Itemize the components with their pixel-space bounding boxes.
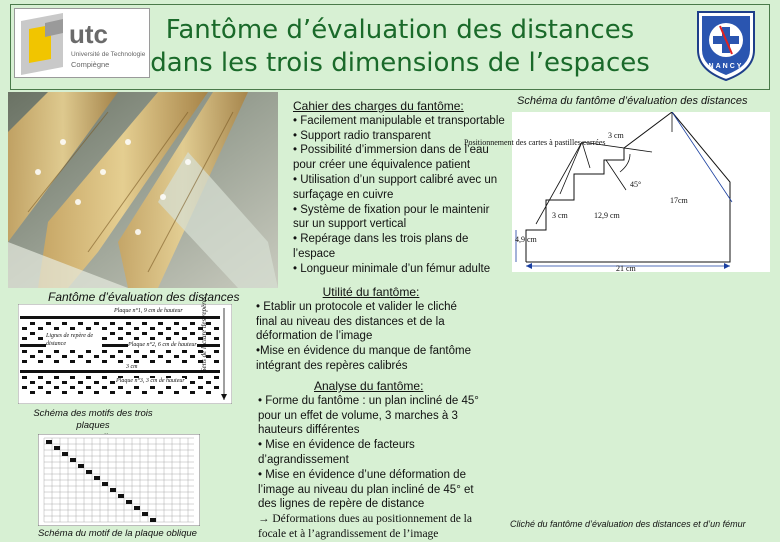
plaque2-label: Plaque n°2, 6 cm de hauteur bbox=[128, 342, 197, 348]
motif-cell bbox=[22, 360, 27, 363]
diagonal-cell bbox=[102, 482, 108, 486]
cahier-item: • Possibilité d’immersion dans de l’eau bbox=[293, 144, 489, 157]
motif-cell bbox=[46, 381, 51, 384]
diagonal-cell bbox=[86, 470, 92, 474]
motif-cell bbox=[62, 381, 67, 384]
motif-cell bbox=[190, 332, 195, 335]
motif-cell bbox=[86, 350, 91, 353]
motif-cell bbox=[190, 391, 195, 394]
motif-cell bbox=[30, 381, 35, 384]
motif-cell bbox=[142, 332, 147, 335]
motif-cell bbox=[126, 391, 131, 394]
motif-cell bbox=[110, 322, 115, 325]
motif-cell bbox=[214, 386, 219, 389]
motif-cell bbox=[70, 376, 75, 379]
analyse-line: • Forme du fantôme : un plan incliné de 45° bbox=[258, 394, 479, 407]
motif-cell bbox=[30, 391, 35, 394]
motif-cell bbox=[166, 360, 171, 363]
motif-cell bbox=[94, 322, 99, 325]
femur-photo bbox=[512, 292, 770, 504]
motif-cell bbox=[190, 381, 195, 384]
motif-cell bbox=[150, 350, 155, 353]
motif-cell bbox=[94, 355, 99, 358]
motif-cell bbox=[110, 332, 115, 335]
motif-cell bbox=[70, 327, 75, 330]
motif-cell bbox=[70, 360, 75, 363]
motif-cell bbox=[118, 360, 123, 363]
dim-3: 3 cm bbox=[552, 211, 568, 220]
motif-cell bbox=[166, 386, 171, 389]
caption-motifs-line-1: Schéma des motifs des trois plaques bbox=[33, 408, 153, 431]
cahier-item: pour créer une équivalence patient bbox=[293, 159, 471, 172]
motif-cell bbox=[102, 350, 107, 353]
motif-cell bbox=[46, 322, 51, 325]
analyse-line: pour un effet de volume, 3 marches à 3 bbox=[258, 409, 458, 422]
motif-cell bbox=[174, 391, 179, 394]
motif-cell bbox=[110, 391, 115, 394]
motif-cell bbox=[182, 350, 187, 353]
motif-cell bbox=[158, 332, 163, 335]
motif-cell bbox=[102, 360, 107, 363]
motif-cell bbox=[22, 350, 27, 353]
motif-cell bbox=[214, 350, 219, 353]
motif-cell bbox=[182, 337, 187, 340]
analyse-title: Analyse du fantôme: bbox=[314, 379, 424, 393]
plaque3-label: Plaque n°3, 3 cm de hauteur bbox=[116, 378, 185, 384]
motif-cell bbox=[62, 322, 67, 325]
motif-cell bbox=[86, 327, 91, 330]
analyse-section bbox=[258, 379, 490, 542]
analyse-arrow-line-1: → Déformations dues au positionnement de la bbox=[258, 513, 472, 526]
motif-cell bbox=[158, 355, 163, 358]
motif-cell bbox=[38, 337, 43, 340]
phantom-photo-graphic bbox=[8, 92, 278, 288]
cahier-item: • Repérage dans les trois plans de bbox=[293, 233, 469, 246]
motif-cell bbox=[166, 327, 171, 330]
motif-cell bbox=[78, 322, 83, 325]
diagonal-cell bbox=[54, 446, 60, 450]
motif-cell bbox=[86, 360, 91, 363]
utc-logo-text: utc bbox=[69, 19, 108, 49]
analyse-line: hauteurs différentes bbox=[258, 424, 360, 437]
motif-cell bbox=[198, 386, 203, 389]
motif-cell bbox=[182, 327, 187, 330]
motif-cell bbox=[134, 337, 139, 340]
motif-cell bbox=[54, 386, 59, 389]
motif-cell bbox=[22, 337, 27, 340]
motif-cell bbox=[142, 355, 147, 358]
nancy-logo-graphic bbox=[690, 8, 762, 82]
analyse-line: l’image au niveau du plan incliné de 45° et bbox=[258, 483, 474, 496]
diagonal-cell bbox=[62, 452, 68, 456]
cahier-des-charges bbox=[293, 99, 505, 277]
diagonal-cell bbox=[70, 458, 76, 462]
motif-cell bbox=[118, 337, 123, 340]
diagonal-cell bbox=[78, 464, 84, 468]
diagonal-cell bbox=[150, 518, 156, 522]
utilite-section bbox=[256, 285, 486, 374]
motif-cell bbox=[38, 350, 43, 353]
motif-cell bbox=[94, 381, 99, 384]
dim-top: 3 cm bbox=[608, 131, 624, 140]
motif-cell bbox=[134, 350, 139, 353]
motif-cell bbox=[126, 332, 131, 335]
phantom-schema bbox=[464, 112, 770, 273]
cahier-title: Cahier des charges du fantôme: bbox=[293, 99, 464, 113]
utc-logo-subtitle-1: Université de Technologie bbox=[71, 51, 146, 58]
cahier-item: • Système de fixation pour le maintenir bbox=[293, 203, 490, 216]
motif-cell bbox=[182, 360, 187, 363]
motif-cell bbox=[22, 386, 27, 389]
motif-cell bbox=[174, 322, 179, 325]
motif-cell bbox=[150, 386, 155, 389]
motif-cell bbox=[118, 327, 123, 330]
motif-cell bbox=[214, 360, 219, 363]
cahier-item: • Facilement manipulable et transportable bbox=[293, 114, 505, 127]
caption-oblique: Schéma du motif de la plaque oblique bbox=[38, 528, 197, 539]
motif-cell bbox=[22, 327, 27, 330]
motif-cell bbox=[62, 391, 67, 394]
motif-cell bbox=[182, 386, 187, 389]
motif-cell bbox=[62, 355, 67, 358]
motif-cell bbox=[198, 376, 203, 379]
utilite-line: déformation de l’image bbox=[256, 330, 373, 343]
motif-cell bbox=[190, 322, 195, 325]
motif-cell bbox=[134, 386, 139, 389]
analyse-line: d’agrandissement bbox=[258, 453, 349, 466]
left-schema-title: Fantôme d’évaluation des distances bbox=[48, 290, 240, 304]
dim-17: 17cm bbox=[670, 196, 688, 205]
cahier-item: surfaçage en cuivre bbox=[293, 188, 394, 201]
cahier-item: sur un support vertical bbox=[293, 218, 407, 231]
motif-cell bbox=[142, 322, 147, 325]
motif-cell bbox=[86, 386, 91, 389]
femur-photo-graphic bbox=[512, 292, 770, 504]
motif-cell bbox=[142, 391, 147, 394]
motif-cell bbox=[46, 355, 51, 358]
analyse-line: • Mise en évidence de facteurs bbox=[258, 439, 415, 452]
motif-cell bbox=[46, 391, 51, 394]
diagonal-cell bbox=[134, 506, 140, 510]
plaque1-label: Plaque n°1, 9 cm de hauteur bbox=[114, 308, 183, 314]
motif-cell bbox=[94, 391, 99, 394]
analyse-line: des lignes de repère de distance bbox=[258, 498, 425, 511]
motif-cell bbox=[134, 360, 139, 363]
motif-cell bbox=[126, 322, 131, 325]
motif-cell bbox=[54, 376, 59, 379]
motif-cell bbox=[214, 337, 219, 340]
nancy-logo-text: NANCY bbox=[708, 63, 744, 70]
motif-cell bbox=[174, 332, 179, 335]
motif-cell bbox=[150, 360, 155, 363]
motif-cell bbox=[38, 386, 43, 389]
motif-cell bbox=[214, 327, 219, 330]
motif-cell bbox=[118, 386, 123, 389]
dim-4: 4,9 cm bbox=[515, 235, 537, 244]
title-line-2: dans les trois dimensions de l’espaces bbox=[150, 48, 650, 78]
motif-cell bbox=[158, 391, 163, 394]
cahier-item: • Longueur minimale d’un fémur adulte bbox=[293, 262, 491, 275]
dim-3cm-label: 3 cm bbox=[126, 364, 138, 370]
motif-cell bbox=[54, 350, 59, 353]
motif-cell bbox=[102, 337, 107, 340]
motif-cell bbox=[166, 350, 171, 353]
cahier-item: • Utilisation d’un support calibré avec un bbox=[293, 173, 498, 186]
utilite-line: • Etablir un protocole et valider le cliché bbox=[256, 300, 457, 313]
motif-cell bbox=[110, 381, 115, 384]
motif-cell bbox=[118, 350, 123, 353]
utilite-line: •Mise en évidence du manque de fantôme bbox=[256, 345, 471, 358]
motif-cell bbox=[158, 322, 163, 325]
motif-cell bbox=[206, 381, 211, 384]
analyse-arrow-line-2: focale et à l’agrandissement de l’image bbox=[258, 527, 439, 540]
utilite-line: intégrant des repères calibrés bbox=[256, 359, 408, 372]
motif-cell bbox=[54, 327, 59, 330]
motif-cell bbox=[102, 376, 107, 379]
oblique-plate-graphic bbox=[38, 434, 200, 526]
cahier-item: • Support radio transparent bbox=[293, 129, 431, 142]
motif-cell bbox=[78, 381, 83, 384]
motif-cell bbox=[38, 327, 43, 330]
diagonal-cell bbox=[94, 476, 100, 480]
cahier-item: l’espace bbox=[293, 247, 336, 260]
motif-cell bbox=[206, 391, 211, 394]
phantom-photo bbox=[8, 92, 278, 288]
motif-cell bbox=[38, 376, 43, 379]
motif-cell bbox=[126, 355, 131, 358]
motif-cell bbox=[150, 327, 155, 330]
motif-cell bbox=[190, 355, 195, 358]
motif-cell bbox=[102, 386, 107, 389]
motif-cell bbox=[30, 355, 35, 358]
analyse-line: • Mise en évidence d’une déformation de bbox=[258, 468, 466, 481]
diagonal-cell bbox=[46, 440, 52, 444]
angle-label: 45° bbox=[630, 180, 642, 189]
motif-cell bbox=[70, 350, 75, 353]
oblique-plate-schema bbox=[38, 434, 200, 526]
dim-21: 21 cm bbox=[616, 264, 636, 273]
utc-logo-subtitle-2: Compiègne bbox=[71, 60, 110, 69]
motif-cell bbox=[30, 322, 35, 325]
motif-cell bbox=[78, 355, 83, 358]
schema-caption: Schéma du fantôme d’évaluation des distances bbox=[517, 95, 748, 107]
diagonal-cell bbox=[126, 500, 132, 504]
motif-cell bbox=[38, 360, 43, 363]
motif-cell bbox=[150, 337, 155, 340]
utilite-line: final au niveau des distances et de la bbox=[256, 315, 445, 328]
dim-12: 12,9 cm bbox=[594, 211, 620, 220]
phantom-schema-graphic bbox=[512, 112, 770, 272]
motif-cell bbox=[110, 355, 115, 358]
motif-cell bbox=[22, 376, 27, 379]
diagonal-cell bbox=[142, 512, 148, 516]
utilite-title: Utilité du fantôme: bbox=[322, 285, 420, 299]
nancy-logo bbox=[690, 8, 762, 82]
motif-cell bbox=[30, 332, 35, 335]
motif-cell bbox=[102, 327, 107, 330]
utc-logo bbox=[14, 8, 150, 78]
motif-cell bbox=[70, 386, 75, 389]
sens-lecture-label: Sens de lecture des repères bbox=[200, 296, 208, 372]
lignes-label: Lignes de repère de distance bbox=[46, 332, 102, 348]
motif-cell bbox=[166, 337, 171, 340]
diagonal-cell bbox=[110, 488, 116, 492]
page-title bbox=[150, 14, 650, 80]
title-line-1: Fantôme d’évaluation des distances bbox=[165, 15, 635, 45]
motif-cell bbox=[214, 376, 219, 379]
motif-cell bbox=[54, 360, 59, 363]
photo-caption: Cliché du fantôme d’évaluation des distances et d’un fémur bbox=[510, 519, 746, 529]
positionnement-label: Positionnement des cartes à pastilles carrées bbox=[464, 138, 606, 147]
motif-cell bbox=[78, 391, 83, 394]
motif-cell bbox=[134, 327, 139, 330]
motif-cell bbox=[86, 376, 91, 379]
diagonal-cell bbox=[118, 494, 124, 498]
motif-cell bbox=[174, 355, 179, 358]
